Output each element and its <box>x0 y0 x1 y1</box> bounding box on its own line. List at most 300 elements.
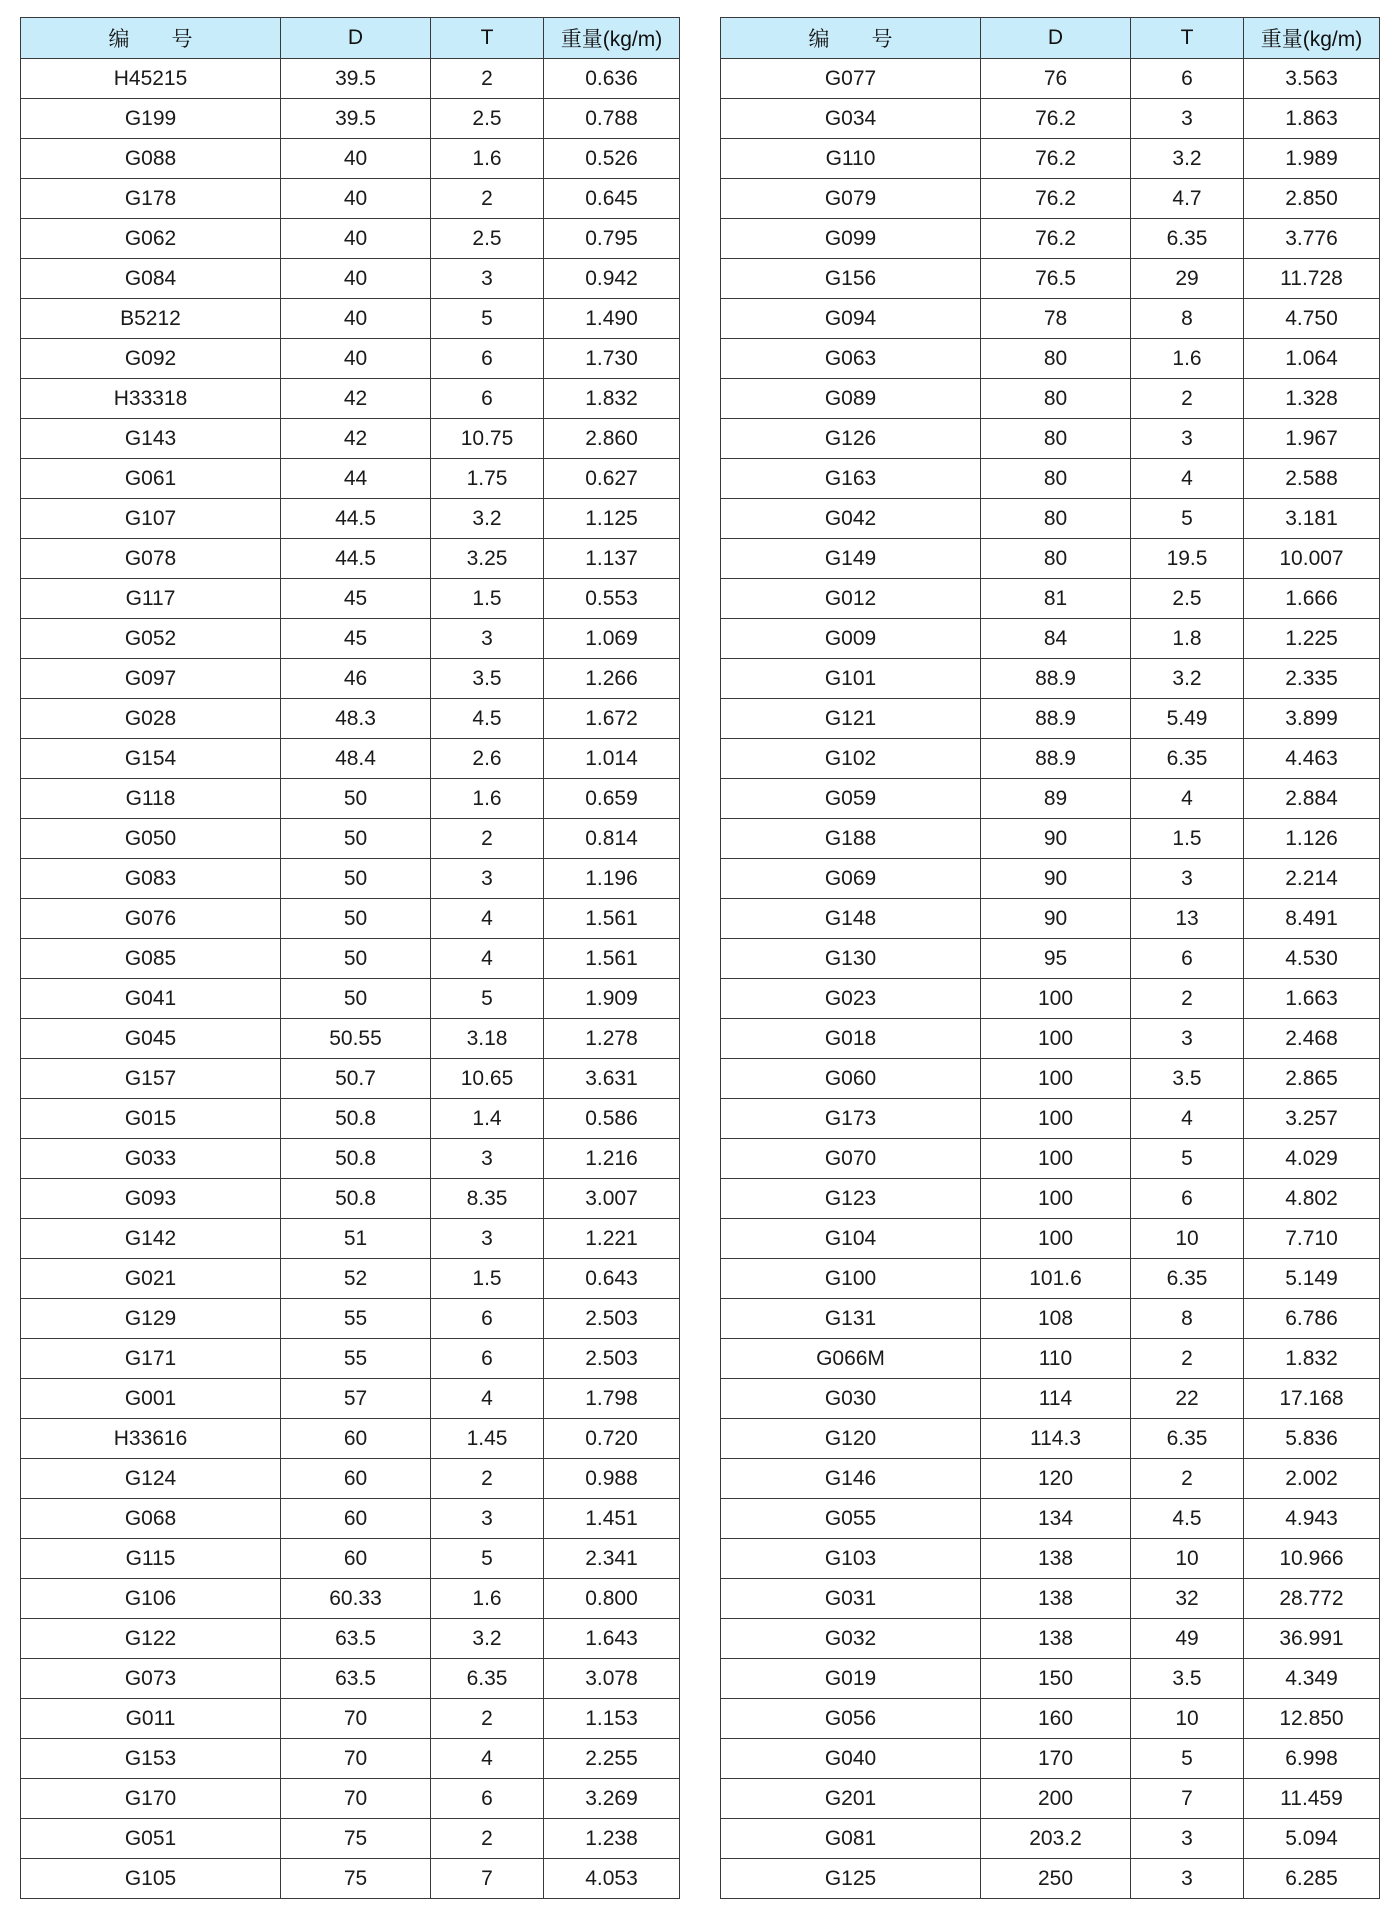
cell-d: 50 <box>281 979 431 1019</box>
cell-d: 52 <box>281 1259 431 1299</box>
cell-d: 50.8 <box>281 1139 431 1179</box>
cell-weight: 0.942 <box>544 259 680 299</box>
cell-weight: 1.069 <box>544 619 680 659</box>
cell-code: G102 <box>721 739 981 779</box>
table-row <box>21 1459 680 1499</box>
cell-t: 3.5 <box>1131 1659 1244 1699</box>
cell-t: 6.35 <box>1131 1259 1244 1299</box>
cell-code: G173 <box>721 1099 981 1139</box>
cell-code: G018 <box>721 1019 981 1059</box>
cell-weight: 1.989 <box>1244 139 1380 179</box>
table-row <box>721 1539 1380 1579</box>
cell-weight: 1.967 <box>1244 419 1380 459</box>
cell-d: 138 <box>981 1619 1131 1659</box>
cell-t: 4 <box>1131 779 1244 819</box>
cell-code: G015 <box>21 1099 281 1139</box>
cell-d: 50.55 <box>281 1019 431 1059</box>
table-row <box>21 819 680 859</box>
cell-t: 3 <box>1131 859 1244 899</box>
cell-code: G154 <box>21 739 281 779</box>
cell-code: G042 <box>721 499 981 539</box>
cell-d: 150 <box>981 1659 1131 1699</box>
cell-d: 60 <box>281 1419 431 1459</box>
table-row <box>721 539 1380 579</box>
table-row <box>21 1859 680 1899</box>
cell-weight: 1.451 <box>544 1499 680 1539</box>
cell-code: G199 <box>21 99 281 139</box>
cell-t: 1.8 <box>1131 619 1244 659</box>
cell-t: 6 <box>1131 939 1244 979</box>
cell-d: 114 <box>981 1379 1131 1419</box>
cell-d: 108 <box>981 1299 1131 1339</box>
cell-weight: 1.216 <box>544 1139 680 1179</box>
cell-code: G045 <box>21 1019 281 1059</box>
cell-weight: 1.238 <box>544 1819 680 1859</box>
cell-code: G041 <box>21 979 281 1019</box>
cell-t: 2 <box>1131 1459 1244 1499</box>
cell-code: G149 <box>721 539 981 579</box>
cell-weight: 2.341 <box>544 1539 680 1579</box>
cell-code: G118 <box>21 779 281 819</box>
table-row <box>21 259 680 299</box>
table-row <box>21 499 680 539</box>
table-row <box>21 619 680 659</box>
cell-d: 39.5 <box>281 59 431 99</box>
header-weight: 重量(kg/m) <box>544 18 680 59</box>
cell-code: B5212 <box>21 299 281 339</box>
cell-weight: 2.865 <box>1244 1059 1380 1099</box>
cell-t: 5 <box>431 979 544 1019</box>
table-row <box>21 1419 680 1459</box>
cell-t: 2 <box>431 1819 544 1859</box>
cell-weight: 3.078 <box>544 1659 680 1699</box>
table-row <box>721 1059 1380 1099</box>
cell-d: 63.5 <box>281 1619 431 1659</box>
table-row <box>721 1739 1380 1779</box>
cell-code: G110 <box>721 139 981 179</box>
cell-t: 3.25 <box>431 539 544 579</box>
cell-code: H33318 <box>21 379 281 419</box>
cell-d: 44.5 <box>281 539 431 579</box>
cell-t: 1.5 <box>431 579 544 619</box>
cell-weight: 2.503 <box>544 1299 680 1339</box>
cell-t: 2.5 <box>431 99 544 139</box>
cell-code: G068 <box>21 1499 281 1539</box>
cell-d: 100 <box>981 1099 1131 1139</box>
cell-code: G081 <box>721 1819 981 1859</box>
cell-d: 203.2 <box>981 1819 1131 1859</box>
cell-weight: 2.503 <box>544 1339 680 1379</box>
table-row <box>21 539 680 579</box>
cell-t: 1.4 <box>431 1099 544 1139</box>
cell-t: 6 <box>431 339 544 379</box>
cell-d: 60 <box>281 1459 431 1499</box>
cell-t: 2 <box>431 1699 544 1739</box>
table-row <box>721 1299 1380 1339</box>
cell-d: 80 <box>981 459 1131 499</box>
cell-d: 60 <box>281 1539 431 1579</box>
cell-d: 57 <box>281 1379 431 1419</box>
table-row <box>21 1539 680 1579</box>
table-row <box>721 99 1380 139</box>
table-row <box>721 659 1380 699</box>
cell-code: G073 <box>21 1659 281 1699</box>
cell-d: 114.3 <box>981 1419 1131 1459</box>
cell-d: 50.8 <box>281 1179 431 1219</box>
cell-weight: 1.561 <box>544 899 680 939</box>
cell-code: G066M <box>721 1339 981 1379</box>
cell-d: 40 <box>281 139 431 179</box>
cell-weight: 0.814 <box>544 819 680 859</box>
table-header-row <box>721 18 1380 59</box>
table-row <box>21 179 680 219</box>
cell-code: G093 <box>21 1179 281 1219</box>
cell-t: 4 <box>1131 1099 1244 1139</box>
cell-code: G092 <box>21 339 281 379</box>
cell-weight: 1.643 <box>544 1619 680 1659</box>
cell-code: G088 <box>21 139 281 179</box>
cell-weight: 0.788 <box>544 99 680 139</box>
cell-d: 89 <box>981 779 1131 819</box>
cell-d: 170 <box>981 1739 1131 1779</box>
cell-code: G106 <box>21 1579 281 1619</box>
cell-d: 55 <box>281 1339 431 1379</box>
table-row <box>721 819 1380 859</box>
table-row <box>21 1699 680 1739</box>
cell-weight: 5.836 <box>1244 1419 1380 1459</box>
cell-d: 55 <box>281 1299 431 1339</box>
cell-t: 3 <box>431 259 544 299</box>
cell-t: 13 <box>1131 899 1244 939</box>
cell-t: 6.35 <box>1131 1419 1244 1459</box>
cell-code: G099 <box>721 219 981 259</box>
cell-d: 95 <box>981 939 1131 979</box>
table-row <box>21 59 680 99</box>
table-row <box>721 1499 1380 1539</box>
cell-code: G094 <box>721 299 981 339</box>
cell-d: 100 <box>981 1179 1131 1219</box>
cell-d: 120 <box>981 1459 1131 1499</box>
cell-t: 2 <box>1131 1339 1244 1379</box>
table-row <box>721 1699 1380 1739</box>
table-row <box>721 579 1380 619</box>
table-row <box>721 1579 1380 1619</box>
cell-d: 70 <box>281 1699 431 1739</box>
cell-weight: 4.750 <box>1244 299 1380 339</box>
cell-code: G023 <box>721 979 981 1019</box>
table-row <box>721 1259 1380 1299</box>
cell-t: 10 <box>1131 1699 1244 1739</box>
table-row <box>21 579 680 619</box>
cell-t: 10 <box>1131 1539 1244 1579</box>
cell-code: G019 <box>721 1659 981 1699</box>
cell-code: G148 <box>721 899 981 939</box>
cell-t: 2.6 <box>431 739 544 779</box>
table-row <box>721 1619 1380 1659</box>
cell-d: 100 <box>981 1019 1131 1059</box>
cell-weight: 11.728 <box>1244 259 1380 299</box>
cell-d: 100 <box>981 1219 1131 1259</box>
cell-code: G101 <box>721 659 981 699</box>
cell-code: G021 <box>21 1259 281 1299</box>
cell-t: 10.65 <box>431 1059 544 1099</box>
cell-d: 42 <box>281 379 431 419</box>
cell-code: G100 <box>721 1259 981 1299</box>
cell-t: 3 <box>1131 1859 1244 1899</box>
cell-code: G201 <box>721 1779 981 1819</box>
cell-t: 49 <box>1131 1619 1244 1659</box>
table-row <box>721 1139 1380 1179</box>
cell-t: 7 <box>431 1859 544 1899</box>
cell-weight: 0.720 <box>544 1419 680 1459</box>
cell-weight: 2.335 <box>1244 659 1380 699</box>
cell-t: 4 <box>1131 459 1244 499</box>
header-d: D <box>981 18 1131 59</box>
cell-d: 48.4 <box>281 739 431 779</box>
cell-d: 39.5 <box>281 99 431 139</box>
cell-d: 80 <box>981 379 1131 419</box>
cell-weight: 0.553 <box>544 579 680 619</box>
cell-code: G001 <box>21 1379 281 1419</box>
cell-weight: 1.672 <box>544 699 680 739</box>
cell-d: 80 <box>981 499 1131 539</box>
table-row <box>721 779 1380 819</box>
cell-d: 50.8 <box>281 1099 431 1139</box>
cell-t: 6.35 <box>1131 219 1244 259</box>
cell-d: 90 <box>981 859 1131 899</box>
cell-t: 3 <box>1131 1819 1244 1859</box>
cell-d: 60 <box>281 1499 431 1539</box>
cell-weight: 2.468 <box>1244 1019 1380 1059</box>
cell-code: H33616 <box>21 1419 281 1459</box>
cell-weight: 1.730 <box>544 339 680 379</box>
cell-d: 60.33 <box>281 1579 431 1619</box>
cell-t: 2 <box>431 59 544 99</box>
table-row <box>21 939 680 979</box>
cell-code: G032 <box>721 1619 981 1659</box>
cell-d: 80 <box>981 539 1131 579</box>
cell-t: 1.6 <box>431 139 544 179</box>
cell-code: G142 <box>21 1219 281 1259</box>
cell-d: 76 <box>981 59 1131 99</box>
cell-weight: 1.064 <box>1244 339 1380 379</box>
cell-weight: 1.832 <box>1244 1339 1380 1379</box>
cell-weight: 2.850 <box>1244 179 1380 219</box>
cell-weight: 12.850 <box>1244 1699 1380 1739</box>
cell-weight: 1.196 <box>544 859 680 899</box>
table-row <box>721 1779 1380 1819</box>
cell-code: G055 <box>721 1499 981 1539</box>
cell-code: G030 <box>721 1379 981 1419</box>
cell-weight: 7.710 <box>1244 1219 1380 1259</box>
table-row <box>21 899 680 939</box>
cell-weight: 4.053 <box>544 1859 680 1899</box>
cell-d: 50 <box>281 819 431 859</box>
cell-weight: 4.029 <box>1244 1139 1380 1179</box>
cell-d: 44 <box>281 459 431 499</box>
table-row <box>721 499 1380 539</box>
cell-code: G122 <box>21 1619 281 1659</box>
cell-code: G120 <box>721 1419 981 1459</box>
cell-code: G077 <box>721 59 981 99</box>
cell-d: 88.9 <box>981 699 1131 739</box>
table-row <box>721 459 1380 499</box>
cell-t: 1.6 <box>431 1579 544 1619</box>
table-row <box>721 339 1380 379</box>
cell-d: 78 <box>981 299 1131 339</box>
table-row <box>721 1659 1380 1699</box>
cell-d: 200 <box>981 1779 1131 1819</box>
cell-t: 6 <box>1131 1179 1244 1219</box>
cell-d: 134 <box>981 1499 1131 1539</box>
cell-weight: 1.798 <box>544 1379 680 1419</box>
cell-weight: 1.832 <box>544 379 680 419</box>
cell-t: 3.2 <box>1131 139 1244 179</box>
cell-code: G011 <box>21 1699 281 1739</box>
table-row <box>721 1859 1380 1899</box>
cell-code: G079 <box>721 179 981 219</box>
cell-d: 250 <box>981 1859 1131 1899</box>
table-row <box>721 299 1380 339</box>
header-code: 编 号 <box>21 18 281 59</box>
cell-t: 6 <box>431 1779 544 1819</box>
header-d: D <box>281 18 431 59</box>
cell-weight: 2.002 <box>1244 1459 1380 1499</box>
cell-weight: 3.899 <box>1244 699 1380 739</box>
cell-weight: 3.007 <box>544 1179 680 1219</box>
cell-d: 50 <box>281 899 431 939</box>
table-row <box>21 659 680 699</box>
cell-t: 3.2 <box>431 499 544 539</box>
table-row <box>721 179 1380 219</box>
cell-code: G085 <box>21 939 281 979</box>
cell-code: G050 <box>21 819 281 859</box>
cell-code: G060 <box>721 1059 981 1099</box>
cell-t: 3.5 <box>431 659 544 699</box>
cell-weight: 4.463 <box>1244 739 1380 779</box>
cell-t: 3 <box>1131 419 1244 459</box>
table-row <box>21 779 680 819</box>
table-row <box>21 1219 680 1259</box>
header-t: T <box>1131 18 1244 59</box>
cell-d: 40 <box>281 179 431 219</box>
cell-d: 110 <box>981 1339 1131 1379</box>
table-row <box>21 1259 680 1299</box>
cell-weight: 3.257 <box>1244 1099 1380 1139</box>
cell-d: 70 <box>281 1779 431 1819</box>
cell-weight: 0.795 <box>544 219 680 259</box>
cell-weight: 28.772 <box>1244 1579 1380 1619</box>
cell-d: 138 <box>981 1579 1131 1619</box>
table-row <box>21 1059 680 1099</box>
cell-code: G051 <box>21 1819 281 1859</box>
cell-t: 10.75 <box>431 419 544 459</box>
cell-weight: 0.636 <box>544 59 680 99</box>
cell-code: G130 <box>721 939 981 979</box>
cell-t: 5 <box>431 299 544 339</box>
cell-t: 1.5 <box>1131 819 1244 859</box>
cell-weight: 6.786 <box>1244 1299 1380 1339</box>
table-row <box>721 699 1380 739</box>
cell-d: 45 <box>281 579 431 619</box>
table-row <box>21 459 680 499</box>
cell-t: 1.75 <box>431 459 544 499</box>
table-row <box>21 1499 680 1539</box>
cell-code: G131 <box>721 1299 981 1339</box>
table-row <box>21 739 680 779</box>
cell-d: 90 <box>981 899 1131 939</box>
cell-t: 1.45 <box>431 1419 544 1459</box>
cell-d: 42 <box>281 419 431 459</box>
table-row <box>21 1659 680 1699</box>
cell-d: 76.2 <box>981 99 1131 139</box>
cell-code: G117 <box>21 579 281 619</box>
cell-weight: 2.860 <box>544 419 680 459</box>
cell-weight: 4.349 <box>1244 1659 1380 1699</box>
cell-weight: 36.991 <box>1244 1619 1380 1659</box>
cell-d: 50 <box>281 779 431 819</box>
table-row <box>21 419 680 459</box>
cell-weight: 0.645 <box>544 179 680 219</box>
cell-code: G146 <box>721 1459 981 1499</box>
cell-weight: 0.643 <box>544 1259 680 1299</box>
cell-code: G063 <box>721 339 981 379</box>
cell-code: G163 <box>721 459 981 499</box>
table-row <box>21 139 680 179</box>
table-row <box>21 1739 680 1779</box>
header-t: T <box>431 18 544 59</box>
cell-d: 80 <box>981 419 1131 459</box>
table-row <box>721 979 1380 1019</box>
cell-code: G178 <box>21 179 281 219</box>
cell-t: 1.5 <box>431 1259 544 1299</box>
cell-d: 76.2 <box>981 219 1131 259</box>
cell-t: 3.2 <box>1131 659 1244 699</box>
cell-code: G157 <box>21 1059 281 1099</box>
cell-weight: 1.666 <box>1244 579 1380 619</box>
cell-code: G033 <box>21 1139 281 1179</box>
cell-code: G115 <box>21 1539 281 1579</box>
cell-d: 88.9 <box>981 739 1131 779</box>
cell-t: 5 <box>1131 1139 1244 1179</box>
cell-weight: 1.328 <box>1244 379 1380 419</box>
cell-t: 32 <box>1131 1579 1244 1619</box>
cell-weight: 1.221 <box>544 1219 680 1259</box>
cell-code: G104 <box>721 1219 981 1259</box>
cell-d: 81 <box>981 579 1131 619</box>
cell-code: G040 <box>721 1739 981 1779</box>
cell-t: 6.35 <box>431 1659 544 1699</box>
cell-weight: 1.278 <box>544 1019 680 1059</box>
cell-d: 100 <box>981 979 1131 1019</box>
cell-code: G097 <box>21 659 281 699</box>
cell-weight: 1.137 <box>544 539 680 579</box>
cell-t: 3 <box>431 619 544 659</box>
cell-d: 45 <box>281 619 431 659</box>
cell-t: 8 <box>1131 1299 1244 1339</box>
spec-table-right <box>720 17 1380 1899</box>
table-row <box>721 419 1380 459</box>
cell-t: 1.6 <box>431 779 544 819</box>
cell-code: G076 <box>21 899 281 939</box>
cell-t: 4 <box>431 899 544 939</box>
cell-weight: 0.586 <box>544 1099 680 1139</box>
table-row <box>21 99 680 139</box>
cell-t: 4.5 <box>1131 1499 1244 1539</box>
cell-weight: 4.943 <box>1244 1499 1380 1539</box>
cell-t: 2 <box>1131 379 1244 419</box>
cell-t: 5 <box>1131 1739 1244 1779</box>
